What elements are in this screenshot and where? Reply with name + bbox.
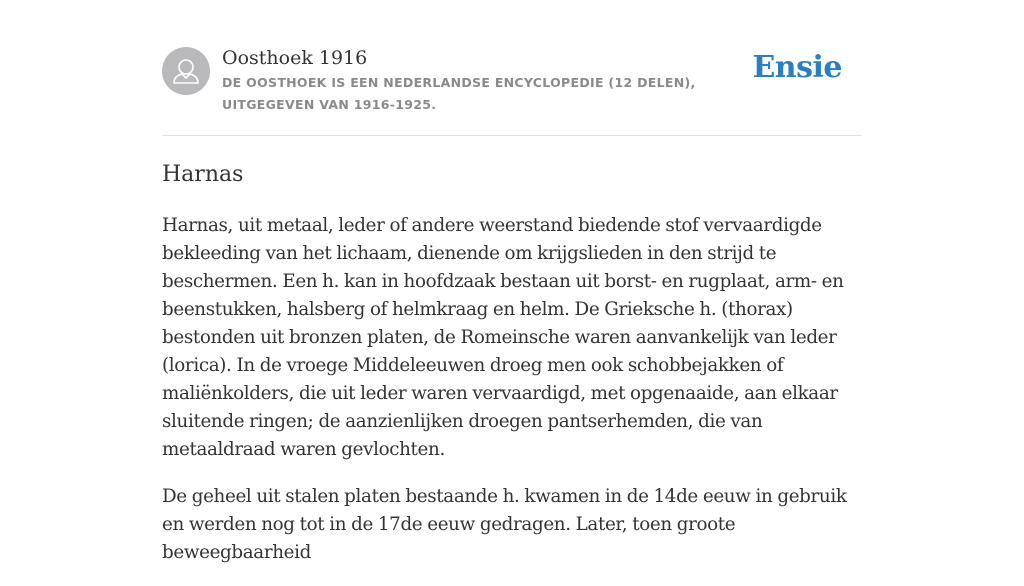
source-info bbox=[222, 44, 762, 116]
user-placeholder-icon bbox=[162, 47, 210, 95]
article-paragraph: Harnas, uit metaal, leder of andere weerstand biedende stof vervaardigde bekleeding van het lichaam, dienende om krijgslieden in den strijd te beschermen. Een h. kan in hoofdzaak bestaan uit borst- en rugplaat, arm- en beenstukken, halsberg of helmkraag en helm. De Grieksche h. (thorax) bestonden uit bronzen platen, de Romeinsche waren aanvankelijk van leder (lorica). In de vroege Middeleeuwen droeg men ook schobbejakken of maliënkolders, die uit leder waren vervaardigd, met opgenaaide, aan elkaar sluitende ringen; de aanzienlijken droegen pantserhemden, die van metaaldraad waren gevlochten. bbox=[162, 215, 844, 460]
source-header bbox=[162, 0, 862, 136]
article-body bbox=[162, 212, 862, 586]
avatar[interactable] bbox=[162, 47, 210, 95]
article-title: Harnas bbox=[162, 162, 244, 187]
source-description: DE OOSTHOEK IS EEN NEDERLANDSE ENCYCLOPEDIE (12 DELEN), UITGEGEVEN VAN 1916-1925. bbox=[222, 75, 696, 112]
source-title[interactable]: Oosthoek 1916 bbox=[222, 47, 368, 69]
ensie-logo[interactable]: Ensie bbox=[752, 50, 842, 85]
entry-page bbox=[162, 0, 862, 563]
article-paragraph: De geheel uit stalen platen bestaande h. kwamen in de 14de eeuw in gebruik en werden nog tot in de 17de eeuw gedragen. Later, toen groote beweegbaarheid bbox=[162, 486, 847, 563]
